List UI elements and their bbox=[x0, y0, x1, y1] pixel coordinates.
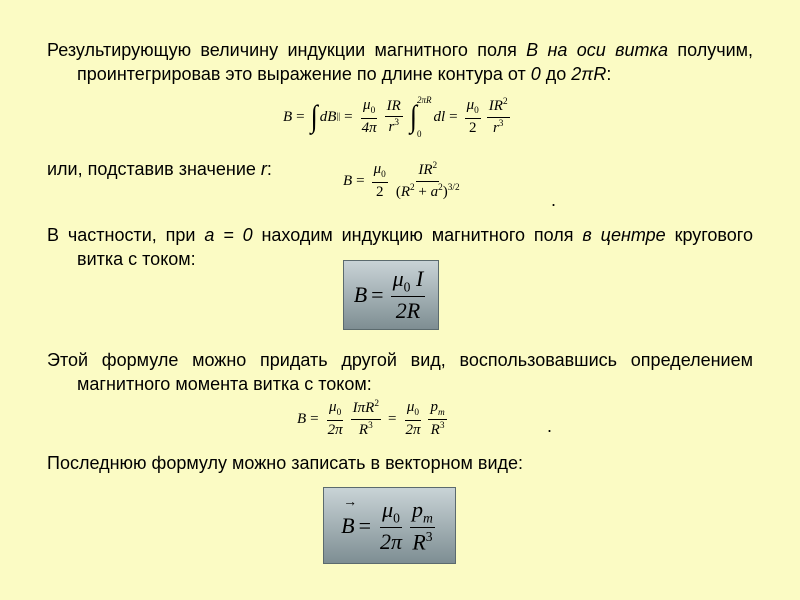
p1-text-f: 2πR bbox=[571, 64, 607, 84]
f1-frac-IR2 bbox=[487, 97, 510, 137]
f4-p: p bbox=[430, 398, 438, 415]
f3-frac bbox=[391, 266, 426, 323]
f2-frac-mu bbox=[372, 161, 388, 201]
f5-p-sub: m bbox=[423, 510, 433, 526]
f1-eq2: = bbox=[344, 108, 353, 125]
f5-mu-sub: 0 bbox=[393, 510, 400, 526]
f2-paren-close: ) bbox=[442, 183, 448, 200]
f1-upper-limit: 2πR bbox=[416, 95, 432, 105]
p3-text-a: В частности, при bbox=[47, 225, 205, 245]
f1-r-2: r bbox=[492, 119, 499, 136]
f1-dB-sub: || bbox=[336, 112, 341, 122]
f1-lhs: B bbox=[283, 108, 293, 125]
p5-text: Последнюю формулу можно записать в векторном виде: bbox=[47, 453, 524, 473]
f4-R-sup-2: 3 bbox=[439, 421, 445, 432]
f4-R: R bbox=[358, 421, 369, 438]
f1-IR: IR bbox=[385, 98, 403, 117]
p1-text-e: до bbox=[540, 64, 572, 84]
formula-substituted bbox=[343, 153, 465, 209]
f3-I: I bbox=[415, 266, 424, 292]
f3-eq: = bbox=[371, 282, 384, 307]
f4-two-pi: 2π bbox=[327, 421, 343, 438]
p3-text-c: находим индукцию магнитного поля bbox=[252, 225, 583, 245]
f1-lower-limit: 0 bbox=[416, 129, 422, 139]
f1-mu-sub: 0 bbox=[370, 106, 376, 117]
f4-frac-mu-2 bbox=[403, 399, 422, 439]
paragraph-result-induction bbox=[47, 38, 753, 86]
f5-eq: = bbox=[358, 512, 371, 538]
f4-mu-2: μ bbox=[406, 399, 415, 416]
f4-R-sup: 3 bbox=[368, 420, 373, 431]
f5-frac-pm bbox=[410, 497, 435, 555]
f4-period: . bbox=[547, 416, 553, 436]
f4-two-pi-2: 2π bbox=[405, 421, 421, 438]
formula-integral bbox=[283, 92, 513, 142]
f5-vector-B bbox=[341, 494, 358, 539]
f2-IR-sup: 2 bbox=[432, 161, 438, 172]
p2-text-c: : bbox=[266, 159, 272, 179]
paragraph-magnetic-moment bbox=[47, 348, 753, 396]
f5-R: R bbox=[412, 529, 426, 555]
f5-lhs: B bbox=[341, 512, 355, 538]
f4-IpiR: IπR bbox=[352, 400, 375, 417]
formula-moment bbox=[297, 393, 450, 445]
p4-text-a: Этой формуле можно придать другой вид, воспользовавшись определением магнитного момента витка с током: bbox=[47, 350, 753, 394]
f3-mu-sub: 0 bbox=[403, 279, 411, 295]
f2-paren-open: ( bbox=[395, 183, 401, 200]
f1-integral-sign: ∫ bbox=[310, 99, 318, 134]
f5-R-sup: 3 bbox=[425, 528, 433, 544]
f5-frac-mu bbox=[378, 497, 404, 554]
f5-two-pi: 2π bbox=[380, 528, 403, 554]
f1-r: r bbox=[388, 119, 395, 135]
f5-mu: μ bbox=[382, 496, 394, 522]
p1-text-c: получим, проинтегрировав это выражение по длине контура от bbox=[77, 40, 754, 84]
p3-text-d: в центре bbox=[582, 225, 666, 245]
f1-eq3: = bbox=[449, 108, 458, 125]
f4-frac-IpiR bbox=[351, 399, 381, 439]
f1-dl: dl bbox=[433, 108, 446, 125]
p1-text-g: : bbox=[606, 64, 612, 84]
f2-a: a bbox=[430, 183, 439, 200]
f3-mu: μ bbox=[392, 266, 404, 292]
f1-frac-mu-2 bbox=[465, 97, 481, 137]
f1-frac-IR bbox=[385, 98, 403, 137]
f1-two: 2 bbox=[468, 119, 477, 136]
f2-lhs: B bbox=[343, 172, 353, 189]
f2-exp: 3/2 bbox=[447, 182, 460, 193]
f2-frac-main bbox=[394, 161, 462, 201]
f2-period: . bbox=[551, 190, 557, 210]
f4-eq2: = bbox=[388, 410, 397, 427]
f5-p: p bbox=[412, 496, 424, 522]
f1-eq: = bbox=[296, 108, 305, 125]
f1-r-sup: 3 bbox=[394, 118, 399, 128]
f4-mu-sub-2: 0 bbox=[414, 408, 420, 419]
f1-mu-2: μ bbox=[466, 97, 475, 114]
f4-R-2: R bbox=[430, 422, 440, 439]
f4-frac-pm bbox=[428, 399, 446, 440]
p1-text-b: B на оси витка bbox=[526, 40, 668, 60]
f2-mu-sub: 0 bbox=[381, 170, 386, 181]
p3-text-e: кругового витка с током: bbox=[77, 225, 753, 269]
f1-mu: μ bbox=[363, 97, 371, 114]
f1-dB: dB bbox=[319, 108, 337, 125]
f4-mu: μ bbox=[329, 399, 337, 416]
f2-plus: + bbox=[418, 183, 427, 200]
p1-text-a: Результирующую величину индукции магнитного поля bbox=[47, 40, 527, 60]
p1-text-d: 0 bbox=[530, 64, 541, 84]
f2-mu: μ bbox=[373, 161, 382, 178]
f4-p-sub: m bbox=[437, 407, 445, 418]
f4-mu-sub: 0 bbox=[336, 408, 342, 419]
f5-arrow: → bbox=[343, 494, 358, 510]
p3-text-b: a = 0 bbox=[204, 225, 253, 245]
formula-center-box bbox=[343, 260, 439, 330]
f2-two: 2 bbox=[375, 183, 384, 200]
f1-definite-integral bbox=[408, 95, 432, 139]
f1-IR2: IR bbox=[488, 98, 503, 115]
f4-IpiR-sup: 2 bbox=[374, 399, 379, 410]
f1-IR2-sup: 2 bbox=[502, 97, 508, 108]
f4-eq: = bbox=[310, 410, 319, 427]
f2-R-sup: 2 bbox=[410, 182, 415, 193]
f3-two-R: 2R bbox=[395, 298, 421, 324]
f1-frac-mu bbox=[360, 97, 379, 137]
f2-IR: IR bbox=[418, 162, 433, 179]
f4-lhs: B bbox=[297, 410, 307, 427]
f2-eq: = bbox=[356, 172, 365, 189]
formula-vector-box bbox=[323, 487, 456, 564]
f3-lhs: B bbox=[353, 282, 368, 307]
f1-mu-sub-2: 0 bbox=[474, 106, 479, 117]
f2-R: R bbox=[400, 183, 410, 200]
f1-integral-sign-2: ∫ bbox=[409, 99, 417, 134]
f1-r-sup-2: 3 bbox=[498, 118, 504, 129]
p2-text-a: или, подставив значение bbox=[47, 159, 261, 179]
p2-text-b: r bbox=[260, 159, 267, 179]
paragraph-vector-form bbox=[47, 451, 753, 475]
f2-a-sup: 2 bbox=[438, 182, 443, 193]
f4-frac-mu bbox=[326, 399, 345, 439]
f1-four-pi: 4π bbox=[361, 119, 377, 136]
